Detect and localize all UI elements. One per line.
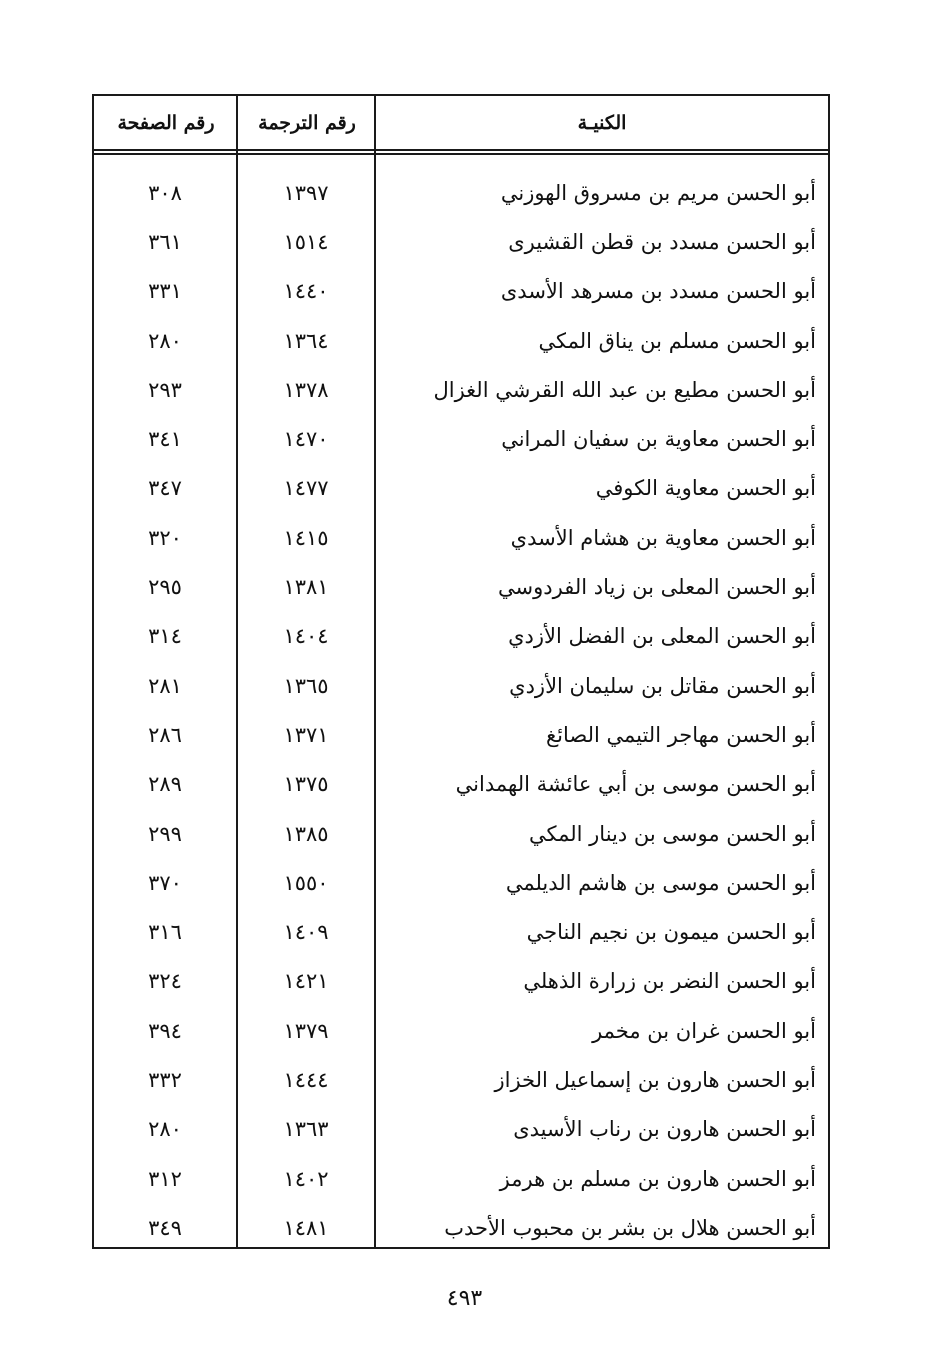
page-number-cell: ٣٢٠ bbox=[148, 525, 182, 550]
page-number: ٤٩٣ bbox=[446, 1286, 483, 1311]
biography-number-cell: ١٤٢١ bbox=[283, 969, 329, 994]
biography-number-cell: ١٣٩٧ bbox=[283, 180, 329, 205]
table-row bbox=[94, 809, 828, 858]
kunya-cell: أبو الحسن مقاتل بن سليمان الأزدي bbox=[509, 673, 816, 698]
page-number-cell: ٣٩٤ bbox=[148, 1018, 182, 1043]
page-number-cell: ٢٩٩ bbox=[148, 821, 182, 846]
biography-number-cell: ١٣٧٥ bbox=[283, 772, 329, 797]
table-row bbox=[94, 414, 828, 463]
table-row bbox=[94, 661, 828, 710]
biography-number-cell: ١٣٦٥ bbox=[283, 673, 329, 698]
kunya-cell: أبو الحسن المعلى بن الفضل الأزدي bbox=[508, 624, 816, 649]
page-number-cell: ٣٣٢ bbox=[148, 1067, 182, 1092]
table-row bbox=[94, 710, 828, 759]
table-row bbox=[94, 1006, 828, 1055]
page-number-cell: ٣١٦ bbox=[148, 920, 182, 945]
page-number-cell: ٢٩٣ bbox=[148, 377, 182, 402]
column-header-biography-number: رقم الترجمة bbox=[258, 111, 356, 134]
kunya-cell: أبو الحسن مسدد بن مسرهد الأسدى bbox=[500, 279, 816, 304]
page-number-cell: ٢٨٠ bbox=[148, 328, 182, 353]
table-row bbox=[94, 957, 828, 1006]
kunya-cell: أبو الحسن هارون بن مسلم بن هرمز bbox=[499, 1166, 816, 1191]
page-number-cell: ٢٨٠ bbox=[148, 1117, 182, 1142]
biography-number-cell: ١٣٧٨ bbox=[283, 377, 329, 402]
page-number-cell: ٢٨٩ bbox=[148, 772, 182, 797]
page-number-cell: ٣١٢ bbox=[148, 1166, 182, 1191]
kunya-cell: أبو الحسن موسى بن هاشم الديلمي bbox=[505, 870, 816, 895]
biography-number-cell: ١٣٧١ bbox=[283, 722, 329, 747]
table-row bbox=[94, 562, 828, 611]
page-number-cell: ٣٤٧ bbox=[148, 476, 182, 501]
table-row bbox=[94, 1105, 828, 1154]
kunya-cell: أبو الحسن هلال بن بشر بن محبوب الأحدب bbox=[444, 1215, 816, 1240]
table-row bbox=[94, 1055, 828, 1104]
biography-number-cell: ١٣٨٥ bbox=[283, 821, 329, 846]
column-header-page-number: رقم الصفحة bbox=[117, 111, 215, 134]
table-row bbox=[94, 1203, 828, 1252]
kunya-cell: أبو الحسن مسدد بن قطن القشيرى bbox=[508, 229, 816, 254]
page-number-cell: ٣٤٩ bbox=[148, 1215, 182, 1240]
table-row bbox=[94, 365, 828, 414]
kunya-cell: أبو الحسن النضر بن زرارة الذهلي bbox=[523, 969, 816, 994]
page-number-cell: ٣٠٨ bbox=[148, 180, 182, 205]
kunya-cell: أبو الحسن مهاجر التيمي الصائغ bbox=[545, 722, 816, 747]
biography-number-cell: ١٣٧٩ bbox=[283, 1018, 329, 1043]
biography-number-cell: ١٤٤٤ bbox=[283, 1067, 329, 1092]
kunya-cell: أبو الحسن مطيع بن عبد الله القرشي الغزال bbox=[433, 377, 816, 402]
kunya-cell: أبو الحسن معاوية الكوفي bbox=[595, 476, 816, 501]
table-row bbox=[94, 907, 828, 956]
kunya-cell: أبو الحسن هارون بن إسماعيل الخزاز bbox=[494, 1067, 816, 1092]
kunya-cell: أبو الحسن ميمون بن نجيم الناجي bbox=[526, 920, 816, 945]
biography-number-cell: ١٤٧٧ bbox=[283, 476, 329, 501]
table-body bbox=[94, 168, 828, 1253]
table-row bbox=[94, 858, 828, 907]
biography-number-cell: ١٤٠٢ bbox=[283, 1166, 329, 1191]
table-row bbox=[94, 267, 828, 316]
biography-number-cell: ١٤٠٩ bbox=[283, 920, 329, 945]
biography-number-cell: ١٤٧٠ bbox=[283, 427, 329, 452]
table-row bbox=[94, 217, 828, 266]
biography-number-cell: ١٣٦٤ bbox=[283, 328, 329, 353]
kunya-cell: أبو الحسن غران بن مخمر bbox=[592, 1018, 816, 1043]
biography-number-cell: ١٤٠٤ bbox=[283, 624, 329, 649]
kunya-cell: أبو الحسن المعلى بن زياد الفردوسي bbox=[498, 575, 816, 600]
kunya-cell: أبو الحسن هارون بن رناب الأسيدى bbox=[513, 1117, 816, 1142]
table-row bbox=[94, 316, 828, 365]
table-row bbox=[94, 612, 828, 661]
biography-number-cell: ١٥١٤ bbox=[283, 229, 329, 254]
page-number-cell: ٣٧٠ bbox=[148, 870, 182, 895]
biography-number-cell: ١٣٦٣ bbox=[283, 1117, 329, 1142]
kunya-cell: أبو الحسن مسلم بن يناق المكي bbox=[538, 328, 816, 353]
page-number-cell: ٢٩٥ bbox=[148, 575, 182, 600]
table-row bbox=[94, 513, 828, 562]
biography-number-cell: ١٤٨١ bbox=[283, 1215, 329, 1240]
page-number-cell: ٢٨٦ bbox=[148, 722, 182, 747]
page-number-cell: ٣٣١ bbox=[148, 279, 182, 304]
kunya-cell: أبو الحسن موسى بن أبي عائشة الهمداني bbox=[455, 772, 816, 797]
header-divider-line bbox=[94, 149, 828, 151]
index-table bbox=[92, 94, 830, 1249]
table-row bbox=[94, 760, 828, 809]
table-row bbox=[94, 1154, 828, 1203]
column-header-kunya: الكنيـة bbox=[577, 111, 627, 134]
table-row bbox=[94, 168, 828, 217]
table-row bbox=[94, 464, 828, 513]
kunya-cell: أبو الحسن مريم بن مسروق الهوزني bbox=[500, 180, 816, 205]
header-divider-line bbox=[94, 153, 828, 155]
page-number-cell: ٢٨١ bbox=[148, 673, 182, 698]
page-number-cell: ٣١٤ bbox=[148, 624, 182, 649]
page-number-cell: ٣٢٤ bbox=[148, 969, 182, 994]
kunya-cell: أبو الحسن معاوية بن سفيان المراني bbox=[501, 427, 816, 452]
page-number-cell: ٣٤١ bbox=[148, 427, 182, 452]
biography-number-cell: ١٤١٥ bbox=[283, 525, 329, 550]
biography-number-cell: ١٥٥٠ bbox=[283, 870, 329, 895]
kunya-cell: أبو الحسن موسى بن دينار المكي bbox=[529, 821, 816, 846]
biography-number-cell: ١٣٨١ bbox=[283, 575, 329, 600]
page-number-cell: ٣٦١ bbox=[148, 229, 182, 254]
kunya-cell: أبو الحسن معاوية بن هشام الأسدي bbox=[510, 525, 816, 550]
biography-number-cell: ١٤٤٠ bbox=[283, 279, 329, 304]
